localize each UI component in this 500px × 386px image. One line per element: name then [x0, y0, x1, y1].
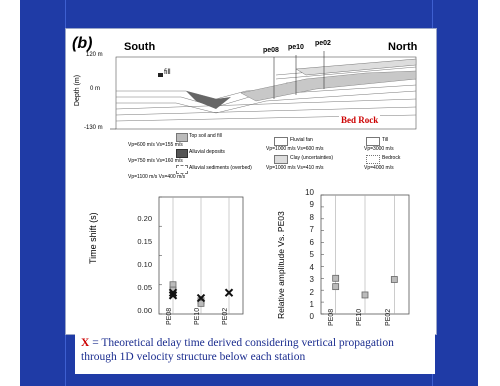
right-ytick: 9	[309, 200, 314, 209]
legend-name-sediments: Alluvial sediments (overbed)	[189, 165, 252, 171]
data-point-square	[333, 284, 339, 290]
depth-tick-top: 120 m	[86, 52, 103, 58]
legend-swatch-clay	[274, 155, 288, 164]
legend-props-clay: Vp=1000 m/s Vs=410 m/s	[266, 165, 324, 171]
panel-label: (b)	[72, 35, 93, 52]
bedrock-label: Bed Rock	[341, 115, 379, 125]
legend-props-topsoil: Vp=600 m/s Vs=155 m/s	[128, 142, 183, 148]
data-point-square	[362, 292, 368, 298]
south-label: South	[124, 41, 156, 53]
caption-x-symbol: X	[81, 337, 90, 349]
right-xtick-pe02: PE02	[385, 308, 392, 326]
legend-swatch-topsoil	[176, 133, 188, 142]
left-ytick: 0.15	[137, 237, 152, 246]
station-label-pe02: pe02	[315, 40, 331, 47]
caption-text: = Theoretical delay time derived considering vertical propagation through 1D velocity structure below each station	[81, 337, 394, 363]
right-ytick: 5	[309, 250, 314, 259]
left-ytick: 0.05	[137, 283, 152, 292]
time-shift-plot	[156, 194, 246, 317]
legend-name-topsoil: Top soil and fill	[189, 133, 222, 139]
data-point-square	[391, 276, 397, 282]
legend-props-sediments: Vp=1100 m/s Vs=400 m/s	[128, 174, 186, 180]
legend-name-fluvial: Fluvial fan	[290, 137, 313, 143]
left-ytick: 0.20	[137, 214, 152, 223]
data-point-square	[333, 275, 339, 281]
depth-tick-bottom: -130 m	[84, 125, 103, 131]
legend-swatch-alluvial	[176, 149, 188, 158]
right-ytick: 7	[309, 225, 314, 234]
right-ytick: 1	[309, 300, 314, 309]
legend-props-alluvial: Vp=750 m/s Vs=160 m/s	[128, 158, 183, 164]
left-xtick-pe10: PE10	[194, 307, 201, 325]
right-ytick: 0	[309, 312, 314, 321]
right-ytick: 10	[305, 188, 314, 197]
depth-axis-title: Depth (m)	[74, 74, 82, 107]
left-xtick-pe02: PE02	[222, 307, 229, 325]
relative-amplitude-plot	[318, 192, 412, 317]
left-xtick-pe08: PE08	[166, 307, 173, 325]
depth-tick-mid: 0 m	[90, 86, 101, 92]
left-ytick: 0.00	[137, 306, 152, 315]
legend-name-alluvial: Alluvial deposits	[189, 149, 225, 155]
time-shift-ylabel: Time shift (s)	[88, 212, 98, 264]
right-ytick: 8	[309, 213, 314, 222]
figure-panel	[65, 28, 437, 335]
right-ytick: 4	[309, 263, 314, 272]
legend-props-till: Vp=3000 m/s	[364, 146, 394, 152]
legend-swatch-fluvial	[274, 137, 288, 146]
right-ytick: 3	[309, 275, 314, 284]
right-ytick: 6	[309, 238, 314, 247]
legend-props-fluvial: Vp=1000 m/s Vs=600 m/s	[266, 146, 324, 152]
right-ytick: 2	[309, 288, 314, 297]
right-xtick-pe08: PE08	[328, 308, 335, 326]
legend-name-clay: Clay (uncertainties)	[290, 155, 334, 161]
fill-marker	[158, 73, 163, 77]
legend-props-bedrock: Vp=4000 m/s	[364, 165, 394, 171]
fill-label: fill	[164, 69, 171, 76]
caption-box	[75, 334, 435, 374]
legend-name-bedrock: Bedrock	[382, 155, 401, 161]
legend-swatch-till	[366, 137, 380, 146]
relative-amplitude-ylabel: Relative amplitude Vs. PE03	[276, 211, 286, 319]
legend-name-till: Till	[382, 137, 389, 143]
right-xtick-pe10: PE10	[356, 308, 363, 326]
station-label-pe08: pe08	[263, 47, 279, 54]
left-ytick: 0.10	[137, 260, 152, 269]
north-label: North	[388, 41, 418, 53]
cross-section-diagram	[66, 29, 436, 179]
legend-swatch-bedrock	[366, 155, 380, 164]
station-label-pe10: pe10	[288, 44, 304, 51]
legend-swatch-sediments	[176, 165, 188, 174]
